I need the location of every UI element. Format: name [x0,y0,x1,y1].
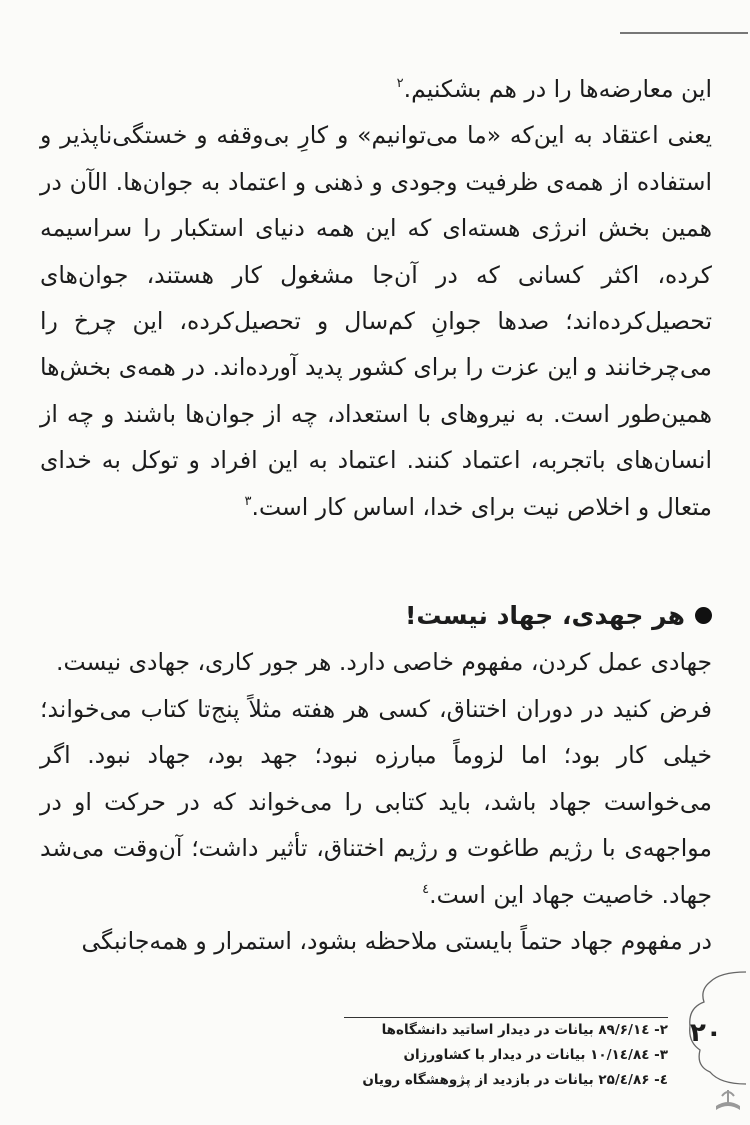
footnotes [344,1018,668,1093]
main-text [40,66,712,964]
paragraph-4: فرض کنید در دوران اختناق، کسی هر هفته مثلاً پنج‌تا کتاب می‌خواند؛ خیلی کار بود؛ اما لزوماً مبارزه نبود؛ جهد بود، جهاد نبود. اگر می‌خواست جهاد باشد، باید کتابی را می‌خواند که در حرکت او در مواجهه‌ی با رژیم طاغوت و رژیم اختناق، تأثیر داشت؛ آن‌وقت می‌شد جهاد. خاصیت جهاد این است.$^٤$ [40,694,712,909]
paragraph-3: جهادی عمل کردن، مفهوم خاصی دارد. هر جور کاری، جهادی نیست. [55,648,712,677]
paragraph-5: در مفهوم جهاد حتماً بایستی ملاحظه بشود، استمرار و همه‌جانبگی [81,926,712,955]
paragraph-1: این معارضه‌ها را در هم بشکنیم.$^۲$ [396,75,712,103]
footnote-4: ٤- ۸۶/٤/۲۵ بیانات در بازدید از پژوهشگاه رویان [362,1072,668,1088]
footnote-2: ۲- ۸۹/۶/۱٤ بیانات در دیدار اساتید دانشگاه‌ها [381,1022,668,1038]
footnote-3: ۳- ۸٤/۱۰/۱٤ بیانات در دیدار با کشاورزان [403,1047,668,1063]
paragraph-2: یعنی اعتقاد به این‌که «ما می‌توانیم» و کارِ بی‌وقفه و خستگی‌ناپذیر و استفاده از همه‌ی ظرفیت وجودی و ذهنی و اعتماد به جوان‌ها. الآن در همین بخش انرژی هسته‌ای که این همه دنیای استکبار را سراسیمه کرده، اکثر کسانی که در آن‌جا مشغول کار هستند، جوان‌های تحصیل‌کرده‌اند؛ صدها جوانِ کم‌سال و تحصیل‌کرده، این چرخ را می‌چرخانند و این عزت را برای کشور پدید آورده‌اند. در همه‌ی بخش‌ها همین‌طور است. به نیروهای با استعداد، چه از جوان‌ها باشند و چه از انسان‌های باتجربه، اعتماد کنند. اعتماد به این افراد و توکل به خدای متعال و اخلاص نیت برای خدا، اساس کار است.$^۳$ [40,121,712,521]
footnote-marker-3: ۳ [244,493,252,509]
publisher-logo-icon [712,1084,744,1116]
footnote-marker-4: ٤ [422,881,430,897]
page-number: ۲۰ [690,1018,722,1048]
section-heading: هر جهدی، جهاد نیست! [40,593,712,639]
bullet-icon [695,607,712,624]
footnote-marker-2: ۲ [396,76,404,91]
top-rule [620,32,748,34]
